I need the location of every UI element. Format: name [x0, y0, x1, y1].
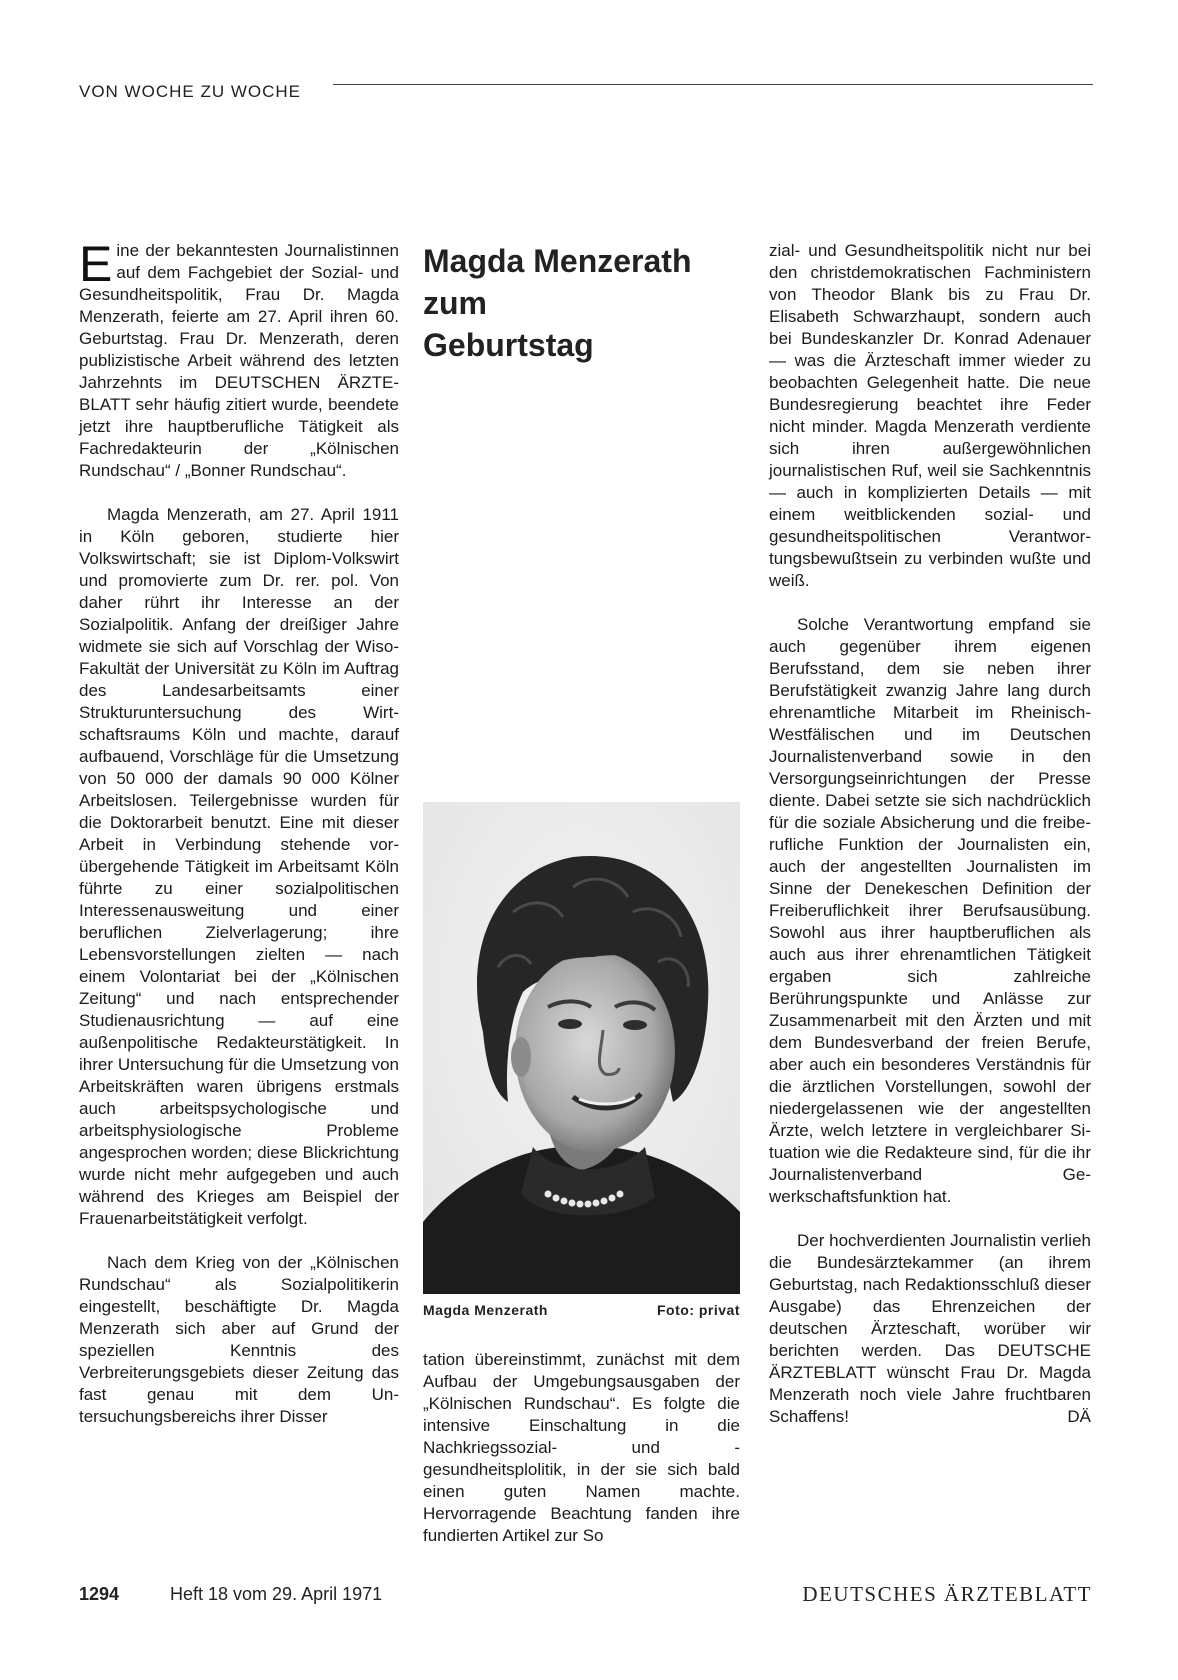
- journal-title: DEUTSCHES ÄRZTEBLATT: [802, 1582, 1092, 1606]
- article-paragraph: tation übereinstimmt, zunächst mit dem Aufbau der Umgebungsausgaben der „Kölnischen Rundschau“. Es folgte die intensive Einschaltung in die Nachkriegssozial- und -gesundheitsplolitik, in der sie sich bald einen guten Namen machte. Hervorragende Beachtung fanden ihre fundierten Artikel zur So: [423, 1350, 740, 1545]
- article-column-1: [79, 236, 399, 1428]
- photo-credit: Foto: privat: [657, 1302, 740, 1318]
- author-signature: DÄ: [1067, 1407, 1091, 1426]
- article-column-3: [769, 240, 1091, 1428]
- issue-info: Heft 18 vom 29. April 1971: [170, 1584, 383, 1604]
- headline: [423, 240, 740, 366]
- article-paragraph: [769, 1230, 1091, 1428]
- article-column-2: [423, 1349, 740, 1547]
- paragraph-text: ine der bekanntesten Journalistinnen auf dem Fachgebiet der Sozial- und Gesundheitspolitik, Frau Dr. Magda Menzerath, feierte am 27. April ihren 60. Geburtstag. Frau Dr. Menzerath, deren publizistische Arbeit während des letzten Jahrzehnts im DEUTSCHEN ÄRZTEBLATT sehr häufig zitiert wurde, beendete jetzt ihre hauptberufliche Tätigkeit als Fachredakteurin der „Kölnischen Rundschau“ / „Bonner Rundschau“.: [79, 241, 399, 480]
- article-paragraph: zial- und Gesundheitspolitik nicht nur bei den christdemokratischen Fachministern von Theodor Blank bis zu Frau Dr. Elisabeth Schwarzhaupt, sondern auch bei Bundeskanzler Dr. Konrad Adenauer — was die Ärzteschaft immer wieder zu beobachten Gelegenheit hatte. Die neue Bundesregierung beachtet ihre Feder nicht minder. Magda Menzerath verdiente sich ihren außergewöhnlichen journalistischen Ruf, weil sie Sachkenntnis — auch in komplizierten Details — mit einem weitblickenden sozial- und gesundheitspolitischen Verantwortungsbewußtsein zu verbinden wußte und weiß.: [769, 241, 1091, 590]
- drop-cap: E: [79, 236, 113, 292]
- article-paragraph: Magda Menzerath, am 27. April 1911 in Köln geboren, studierte hier Volkswirtschaft; sie ist Diplom-Volkswirt und promovierte zum Dr. rer. pol. Von daher rührt ihr Interesse an der Sozialpolitik. Anfang der dreißiger Jahre widmete sie sich auf Vorschlag der Wiso-Fakultät der Universität zu Köln im Auftrag des Landesarbeitsamts einer Strukturuntersuchung des Wirtschaftsraums Köln und machte, darauf aufbauend, Vorschläge für die Umsetzung von 50 000 der damals 90 000 Kölner Arbeitslosen. Teilergebnisse wurden für die Doktorarbeit benutzt. Eine mit dieser Arbeit in Verbindung stehende vorübergehende Tätigkeit im Arbeitsamt Köln führte zu einer sozialpolitischen Interessenausweitung und einer beruflichen Zielverlagerung; ihre Lebensvorstellungen zielten — nach einem Volontariat bei der „Kölnischen Zeitung“ und nach entsprechender Studienausrichtung — auf eine außenpolitische Redakteurstätigkeit. In ihrer Untersuchung für die Umsetzung von Arbeitskräften waren übrigens erstmals auch arbeitspsychologische und arbeitsphysiologische Probleme angesprochen worden; diese Blickrichtung wurde nicht mehr aufgegeben und auch während des Krieges am Beispiel der Frauenarbeitstätigkeit verfolgt.: [79, 505, 399, 1228]
- paragraph-text: Der hochverdienten Journalistin verlieh die Bundesärztekammer (an ihrem Geburtstag, nach Redaktionsschluß dieser Ausgabe) das Ehrenzeichen der deutschen Ärzteschaft, worüber wir berichten werden. Das DEUTSCHE ÄRZTEBLATT wünscht Frau Dr. Magda Menzerath noch viele Jahre fruchtbaren Schaffens!: [769, 1231, 1091, 1426]
- caption-name: Magda Menzerath: [423, 1302, 548, 1318]
- article-paragraph: Nach dem Krieg von der „Kölnischen Rundschau“ als Sozialpolitikerin eingestellt, beschäftigte Dr. Magda Menzerath sich aber auf Grund der speziellen Kenntnis des Verbreiterungsgebiets dieser Zeitung das fast genau mit dem Untersuchungsbereichs ihrer Disser: [79, 1253, 399, 1426]
- header-rule: [333, 84, 1093, 85]
- headline-block: [423, 240, 740, 366]
- article-paragraph: [79, 236, 399, 482]
- headline-line: zum: [423, 285, 487, 321]
- headline-line: Magda Menzerath: [423, 243, 692, 279]
- portrait-photo: [423, 802, 740, 1294]
- section-label: VON WOCHE ZU WOCHE: [79, 82, 301, 101]
- headline-line: Geburtstag: [423, 327, 594, 363]
- article-paragraph: Solche Verantwortung empfand sie auch gegenüber ihrem eigenen Berufsstand, dem sie neben ihrer Berufstätigkeit zwanzig Jahre lang durch ehrenamtliche Mitarbeit im Rheinisch-Westfälischen und im Deutschen Journalistenverband sowie in den Versorgungseinrichtungen der Presse diente. Dabei setzte sie sich nachdrücklich für die soziale Absicherung und die freiberufliche Funktion der Journalisten ein, auch der angestellten Journalisten im Sinne der Denekeschen Definition der Freiberuflichkeit ihrer Berufsausübung. Sowohl aus ihrer hauptberuflichen als auch aus ihrer ehrenamtlichen Tätigkeit ergaben sich zahlreiche Berührungspunkte und Anlässe zur Zusammenarbeit mit den Ärzten und mit dem Bundesverband der freien Berufe, aber auch ein besonderes Verständnis für die ärztlichen Vorstellungen, sowohl der niedergelassenen wie der angestellten Ärzte, welch letztere in vergleichbarer Situation wie die Redakteure sind, für die ihr Journalistenverband Gewerkschaftsfunktion hat.: [769, 615, 1091, 1206]
- page-number: 1294: [79, 1584, 120, 1604]
- photo-caption: [423, 1302, 740, 1318]
